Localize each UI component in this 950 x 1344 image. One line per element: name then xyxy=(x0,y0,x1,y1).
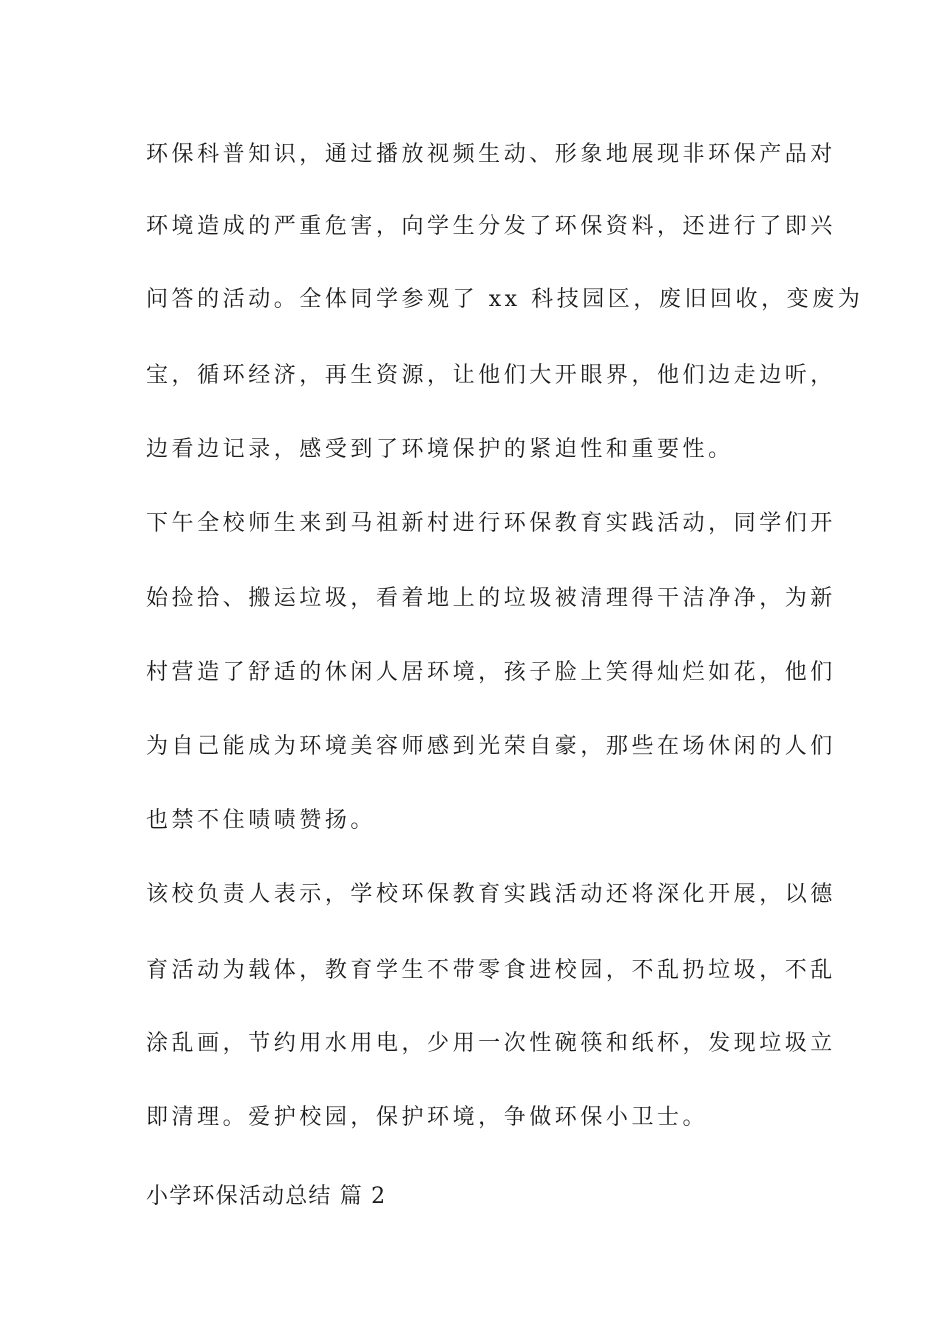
text-line: 该校负责人表示，学校环保教育实践活动还将深化开展，以德 xyxy=(146,882,836,907)
text-line: 环境造成的严重危害，向学生分发了环保资料，还进行了即兴 xyxy=(146,214,836,239)
text-line: 始捡拾、搬运垃圾，看着地上的垃圾被清理得干洁净净，为新 xyxy=(146,586,836,611)
text-line: 边看边记录，感受到了环境保护的紧迫性和重要性。 xyxy=(146,437,734,462)
text-line: 宝，循环经济，再生资源，让他们大开眼界，他们边走边听， xyxy=(146,363,836,388)
text-line: 为自己能成为环境美容师感到光荣自豪，那些在场休闲的人们 xyxy=(146,734,836,759)
text-line: 也禁不住啧啧赞扬。 xyxy=(146,808,376,833)
text-line: 问答的活动。全体同学参观了 xx 科技园区，废旧回收，变废为 xyxy=(146,287,864,312)
text-line: 即清理。爱护校园，保护环境，争做环保小卫士。 xyxy=(146,1105,709,1130)
text-line: 村营造了舒适的休闲人居环境，孩子脸上笑得灿烂如花，他们 xyxy=(146,660,836,685)
section-heading: 小学环保活动总结 篇 2 xyxy=(146,1184,387,1209)
text-line: 育活动为载体，教育学生不带零食进校园，不乱扔垃圾，不乱 xyxy=(146,958,836,983)
text-line: 下午全校师生来到马祖新村进行环保教育实践活动，同学们开 xyxy=(146,511,836,536)
text-line: 环保科普知识，通过播放视频生动、形象地展现非环保产品对 xyxy=(146,142,836,167)
text-line: 涂乱画，节约用水用电，少用一次性碗筷和纸杯，发现垃圾立 xyxy=(146,1031,836,1056)
